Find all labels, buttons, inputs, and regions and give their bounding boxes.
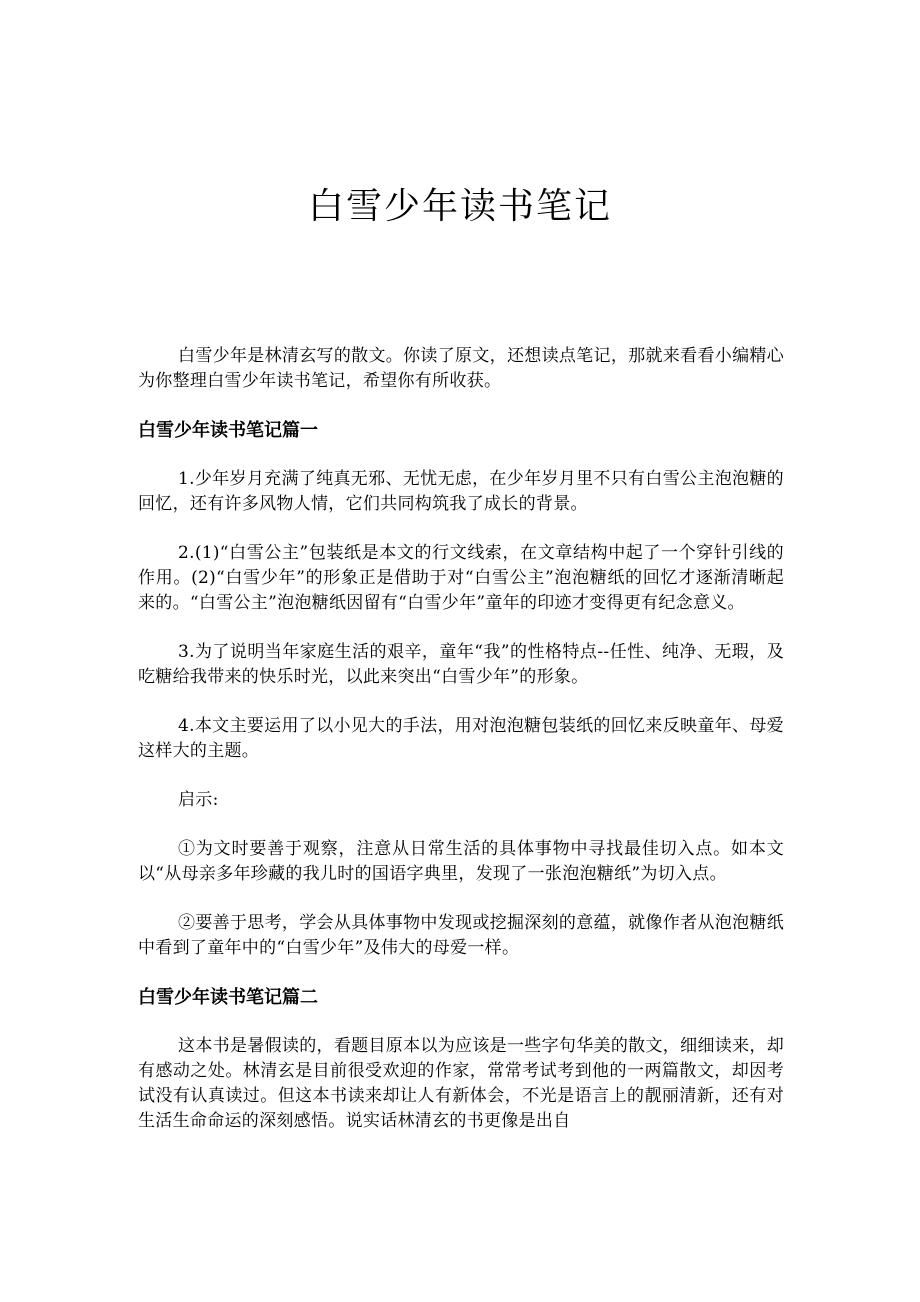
document-body [138, 344, 784, 1158]
section-heading-2: 白雪少年读书笔记篇二 [138, 987, 318, 1008]
section1-paragraph-2: 2.(1)“白雪公主”包装纸是本文的行文线索，在文章结构中起了一个穿针引线的作用。(2)“白雪少年”的形象正是借助于对“白雪公主”泡泡糖纸的回忆才逐渐清晰起来的。“白雪公主”泡泡糖纸因留有“白雪少年”童年的印迹才变得更有纪念意义。 [138, 543, 784, 613]
section2-paragraph-1: 这本书是暑假读的，看题目原本以为应该是一些字句华美的散文，细细读来，却有感动之处。林清玄是目前很受欢迎的作家，常常考试考到他的一两篇散文，却因考试没有认真读过。但这本书读来却让人有新体会，不光是语言上的靓丽清新，还有对生活生命命运的深刻感悟。说实话林清玄的书更像是出自 [138, 1036, 784, 1131]
section1-paragraph-4: 4.本文主要运用了以小见大的手法，用对泡泡糖包装纸的回忆来反映童年、母爱这样大的主题。 [138, 716, 784, 761]
section-heading-1: 白雪少年读书笔记篇一 [138, 420, 318, 441]
section1-paragraph-5: 启示: [178, 790, 219, 810]
intro-paragraph: 白雪少年是林清玄写的散文。你读了原文，还想读点笔记，那就来看看小编精心为你整理白雪少年读书笔记，希望你有所收获。 [138, 346, 784, 391]
section1-paragraph-3: 3.为了说明当年家庭生活的艰辛，童年“我”的性格特点--任性、纯净、无瑕，及吃糖给我带来的快乐时光，以此来突出“白雪少年”的形象。 [138, 642, 784, 687]
section1-paragraph-1: 1.少年岁月充满了纯真无邪、无忧无虑，在少年岁月里不只有白雪公主泡泡糖的回忆，还有许多风物人情，它们共同构筑我了成长的背景。 [138, 469, 784, 514]
section1-paragraph-7: ②要善于思考，学会从具体事物中发现或挖掘深刻的意蕴，就像作者从泡泡糖纸中看到了童年中的“白雪少年”及伟大的母爱一样。 [138, 913, 784, 958]
section1-paragraph-6: ①为文时要善于观察，注意从日常生活的具体事物中寻找最佳切入点。如本文以“从母亲多年珍藏的我儿时的国语字典里，发现了一张泡泡糖纸”为切入点。 [138, 839, 784, 884]
document-title: 白雪少年读书笔记 [307, 186, 612, 227]
